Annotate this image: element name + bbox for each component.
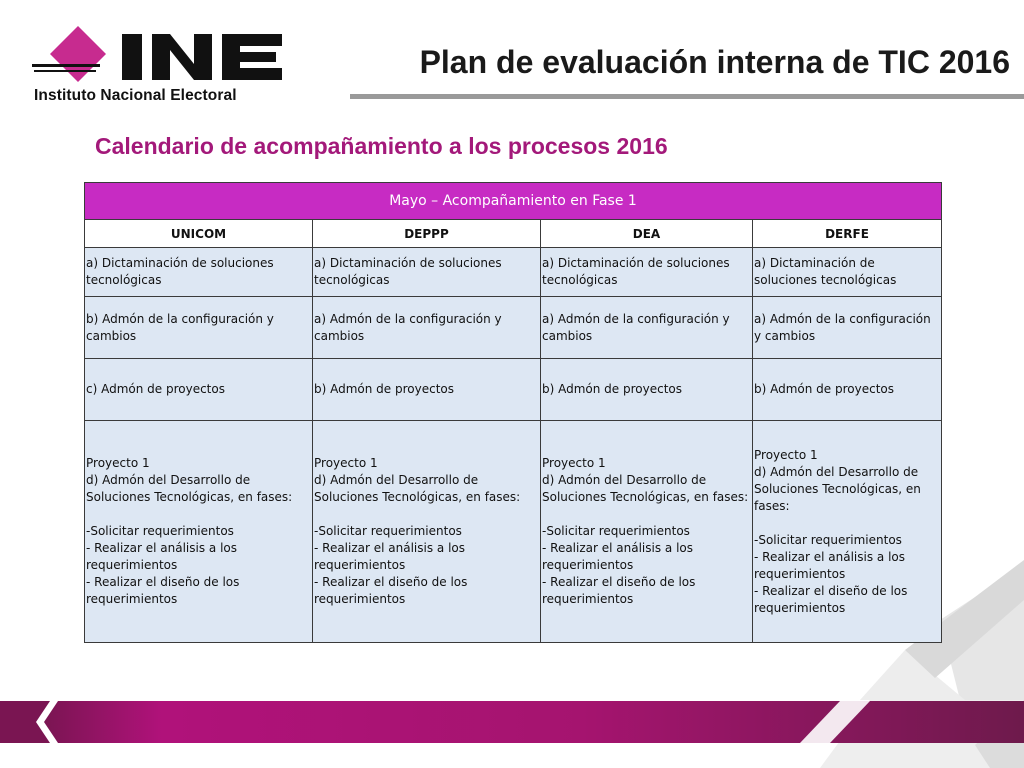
table-cell: b) Admón de proyectos [313,359,541,421]
table-row [85,248,942,297]
page-title: Plan de evaluación interna de TIC 2016 [419,44,1010,80]
ine-logo [32,24,292,106]
column-header-dea: DEA [541,220,753,248]
section-subtitle: Calendario de acompañamiento a los procesos 2016 [95,133,668,159]
table-cell: b) Admón de proyectos [541,359,753,421]
table-cell: a) Dictaminación de soluciones tecnológicas [85,248,313,297]
table-cell: Proyecto 1 d) Admón del Desarrollo de Soluciones Tecnológicas, en fases: -Solicitar requerimientos - Realizar el análisis a los requerimientos - Realizar el diseño de los requerimientos [541,421,753,643]
title-underline [350,94,1024,99]
column-header-unicom: UNICOM [85,220,313,248]
table-cell: a) Dictaminación de soluciones tecnológicas [753,248,942,297]
logo-subtitle: Instituto Nacional Electoral [34,87,237,104]
table-caption: Mayo – Acompañamiento en Fase 1 [85,183,942,220]
table-row [85,297,942,359]
table-cell: a) Dictaminación de soluciones tecnológicas [313,248,541,297]
table-cell: b) Admón de proyectos [753,359,942,421]
table-cell: Proyecto 1 d) Admón del Desarrollo de Soluciones Tecnológicas, en fases: -Solicitar requerimientos - Realizar el análisis a los requerimientos - Realizar el diseño de los requerimientos [313,421,541,643]
table-cell: a) Admón de la configuración y cambios [753,297,942,359]
table-cell: c) Admón de proyectos [85,359,313,421]
column-header-deppp: DEPPP [313,220,541,248]
table-cell: Proyecto 1 d) Admón del Desarrollo de Soluciones Tecnológicas, en fases: -Solicitar requerimientos - Realizar el análisis a los requerimientos - Realizar el diseño de los requerimientos [85,421,313,643]
ine-logo-mark [32,24,292,86]
bottom-band [0,701,1024,743]
table-row [85,359,942,421]
table-caption-row [85,183,942,220]
table-row [85,421,942,643]
table-cell: b) Admón de la configuración y cambios [85,297,313,359]
table-header-row [85,220,942,248]
table-cell: Proyecto 1 d) Admón del Desarrollo de Soluciones Tecnológicas, en fases: -Solicitar requerimientos - Realizar el análisis a los requerimientos - Realizar el diseño de los requerimientos [753,421,942,643]
column-header-derfe: DERFE [753,220,942,248]
table-cell: a) Admón de la configuración y cambios [313,297,541,359]
calendar-table [84,182,942,643]
table-cell: a) Dictaminación de soluciones tecnológicas [541,248,753,297]
table-cell: a) Admón de la configuración y cambios [541,297,753,359]
